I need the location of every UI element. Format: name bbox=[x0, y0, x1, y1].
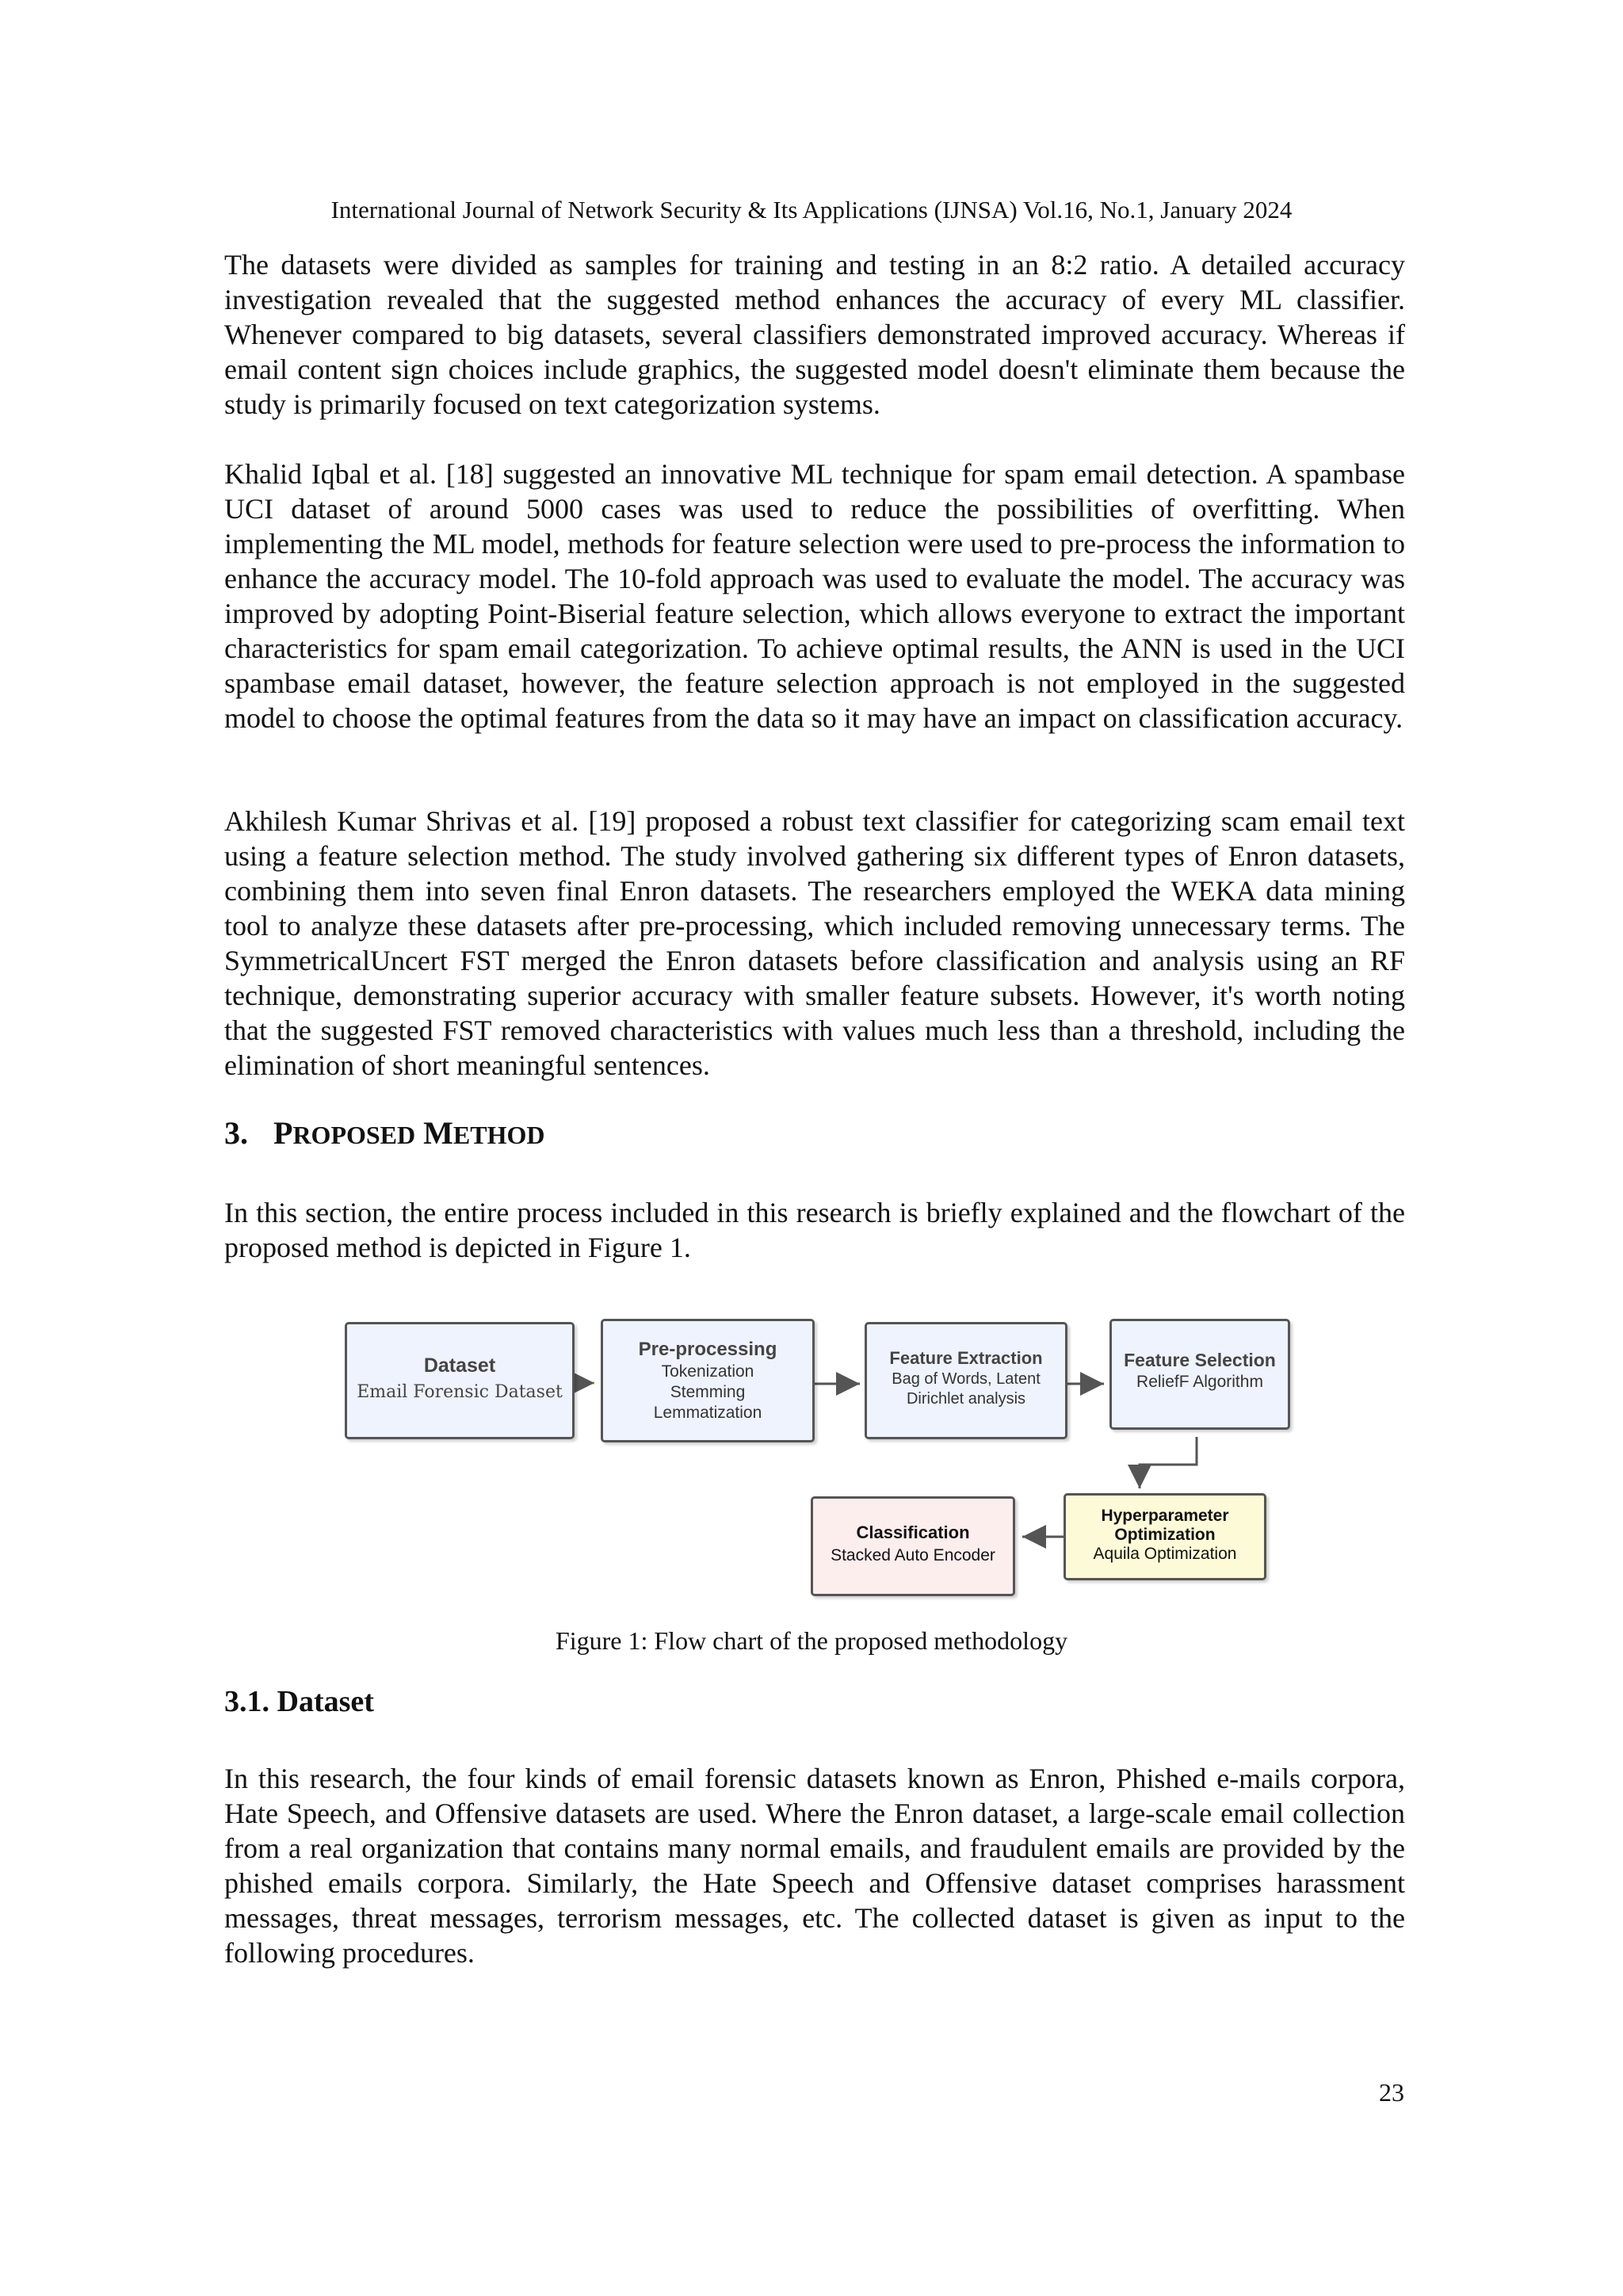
running-header: International Journal of Network Security & Its Applications (IJNSA) Vol.16, No.1, January 2024 bbox=[330, 196, 1293, 223]
feature-extraction-box-line-1: Bag of Words, Latent bbox=[892, 1370, 1041, 1388]
dataset-box-sub: Email Forensic Dataset bbox=[357, 1382, 563, 1402]
section-3-1-heading bbox=[224, 1683, 1405, 1720]
hyperparameter-box-title-1: Hyperparameter bbox=[1101, 1507, 1229, 1525]
title-letter-m: M bbox=[423, 1115, 453, 1151]
paragraph-3 bbox=[224, 804, 1405, 1083]
hyperparameter-box-line-1: Aquila Optimization bbox=[1093, 1545, 1237, 1563]
paragraph-3-text: Akhilesh Kumar Shrivas et al. [19] proposed a robust text classifier for categorizing scam email text using a feature selection method. The study involved gathering six different types of Enron datasets, combining them into seven final Enron datasets. The researchers employed the WEKA data mining tool to analyze these datasets after pre-processing, which included removing unnecessary terms. The SymmetricalUncert FST merged the Enron datasets before classification and analysis using an RF technique, demonstrating superior accuracy with smaller feature subsets. However, it's worth noting that the suggested FST removed characteristics with values much less than a threshold, including the elimination of short meaningful sentences. bbox=[224, 805, 1405, 1081]
dataset-box-title: Dataset bbox=[423, 1354, 496, 1377]
paragraph-5 bbox=[224, 1761, 1405, 1970]
classification-box bbox=[811, 1496, 1015, 1596]
paragraph-1-text: The datasets were divided as samples for training and testing in an 8:2 ratio. A detailed accuracy investigation revealed that the suggested method enhances the accuracy of every ML classifier. Whenever compared to big datasets, several classifiers demonstrated improved accuracy. Whereas if email content sign choices include graphics, the suggested model doesn't eliminate them because the study is primarily focused on text categorization systems. bbox=[224, 249, 1405, 420]
title-rest-proposed: ROPOSED bbox=[292, 1121, 416, 1149]
preprocessing-box-title: Pre-processing bbox=[638, 1339, 777, 1360]
paragraph-4-text: In this section, the entire process included in this research is briefly explained and the flowchart of the proposed method is depicted in Figure 1. bbox=[224, 1197, 1405, 1263]
preprocessing-box bbox=[601, 1319, 815, 1442]
feature-extraction-box-title: Feature Extraction bbox=[889, 1348, 1043, 1368]
paragraph-2-text: Khalid Iqbal et al. [18] suggested an innovative ML technique for spam email detection. A spambase UCI dataset of around 5000 cases was used to reduce the possibilities of overfitting. When implementing the ML model, methods for feature selection were used to pre-process the information to enhance the accuracy model. The 10-fold approach was used to evaluate the model. The accuracy was improved by adopting Point-Biserial feature selection, which allows everyone to extract the important characteristics for spam email categorization. To achieve optimal results, the ANN is used in the UCI spambase email dataset, however, the feature selection approach is not employed in the suggested model to choose the optimal features from the data so it may have an impact on classification accuracy. bbox=[224, 458, 1405, 734]
title-rest-method: ETHOD bbox=[453, 1121, 545, 1149]
section-3-1-title: 3.1. Dataset bbox=[224, 1685, 374, 1718]
paragraph-1 bbox=[224, 247, 1405, 422]
page-number: 23 bbox=[1379, 2078, 1404, 2107]
preprocessing-box-line-2: Stemming bbox=[670, 1383, 746, 1401]
paragraph-2 bbox=[224, 457, 1405, 735]
title-letter-p: P bbox=[273, 1115, 293, 1151]
section-3-heading bbox=[224, 1114, 1405, 1154]
preprocessing-box-line-1: Tokenization bbox=[661, 1362, 754, 1381]
classification-box-title: Classification bbox=[856, 1522, 970, 1542]
hyperparameter-box-title-2: Optimization bbox=[1114, 1526, 1216, 1544]
feature-selection-box-title: Feature Selection bbox=[1124, 1350, 1276, 1370]
classification-box-line-1: Stacked Auto Encoder bbox=[831, 1546, 995, 1564]
feature-selection-box bbox=[1109, 1319, 1290, 1430]
hyperparameter-box bbox=[1064, 1493, 1266, 1580]
paragraph-4 bbox=[224, 1195, 1405, 1265]
feature-extraction-box bbox=[865, 1322, 1067, 1439]
preprocessing-box-line-3: Lemmatization bbox=[653, 1404, 762, 1422]
dataset-box bbox=[345, 1322, 575, 1439]
paragraph-5-text: In this research, the four kinds of email forensic datasets known as Enron, Phished e-mails corpora, Hate Speech, and Offensive datasets are used. Where the Enron dataset, a large-scale email collection from a real organization that contains many normal emails, and fraudulent emails are provided by the phished emails corpora. Similarly, the Hate Speech and Offensive dataset comprises harassment messages, threat messages, terrorism messages, etc. The collected dataset is given as input to the following procedures. bbox=[224, 1763, 1405, 1969]
arrow-selection-to-hyperparameter bbox=[1140, 1437, 1197, 1488]
feature-selection-box-line-1: ReliefF Algorithm bbox=[1136, 1373, 1263, 1391]
feature-extraction-box-line-2: Dirichlet analysis bbox=[906, 1390, 1026, 1408]
section-3-title bbox=[224, 1114, 1405, 1154]
figure-caption: Figure 1: Flow chart of the proposed methodology bbox=[555, 1626, 1068, 1655]
section-3-number: 3. bbox=[224, 1115, 248, 1151]
flowchart-figure bbox=[337, 1316, 1304, 1609]
